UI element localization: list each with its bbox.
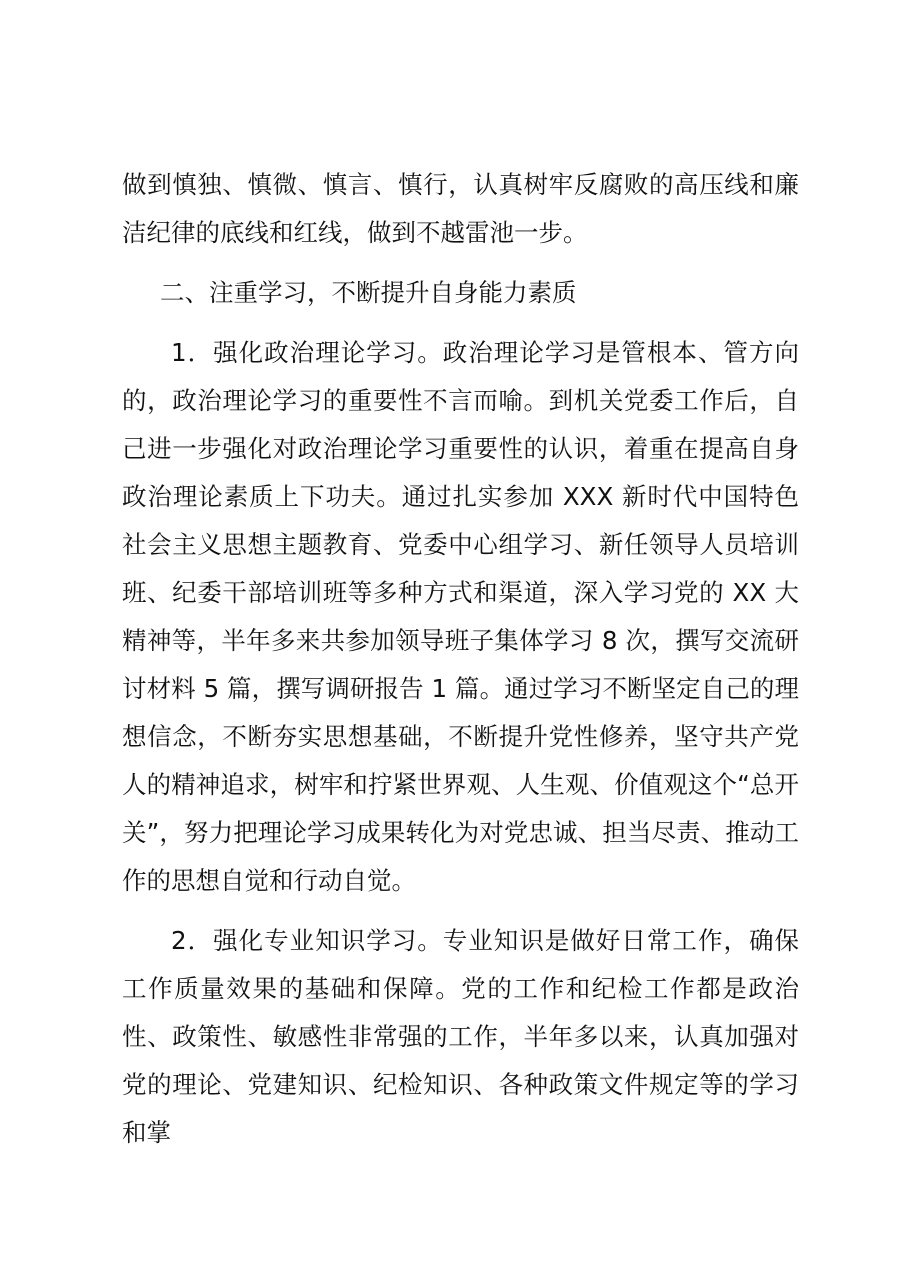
paragraph-continued: 做到慎独、慎微、慎言、慎行，认真树牢反腐败的高压线和廉洁纪律的底线和红线，做到不越雷池一步。 bbox=[122, 170, 799, 247]
paragraph-item-1: 1．强化政治理论学习。政治理论学习是管根本、管方向的，政治理论学习的重要性不言而喻。到机关党委工作后，自己进一步强化对政治理论学习重要性的认识，着重在提高自身政治理论素质上下功夫。通过扎实参加 XXX 新时代中国特色社会主义思想主题教育、党委中心组学习、新任领导人员培训班、纪委干部培训班等多种方式和渠道，深入学习党的 XX 大精神等，半年多来共参加领导班子集体学习 8 次，撰写交流研讨材料 5 篇，撰写调研报告 1 篇。通过学习不断坚定自己的理想信念，不断夯实思想基础，不断提升党性修养，坚守共产党人的精神追求，树牢和拧紧世界观、人生观、价值观这个“总开关”，努力把理论学习成果转化为对党忠诚、担当尽责、推动工作的思想自觉和行动自觉。 bbox=[122, 338, 799, 895]
paragraph-item-2: 2．强化专业知识学习。专业知识是做好日常工作，确保工作质量效果的基础和保障。党的工作和纪检工作都是政治性、政策性、敏感性非常强的工作，半年多以来，认真加强对党的理论、党建知识、纪检知识、各种政策文件规定等的学习和掌 bbox=[122, 926, 799, 1147]
document-body bbox=[122, 161, 799, 1157]
section-heading: 二、注重学习，不断提升自身能力素质 bbox=[159, 278, 577, 307]
